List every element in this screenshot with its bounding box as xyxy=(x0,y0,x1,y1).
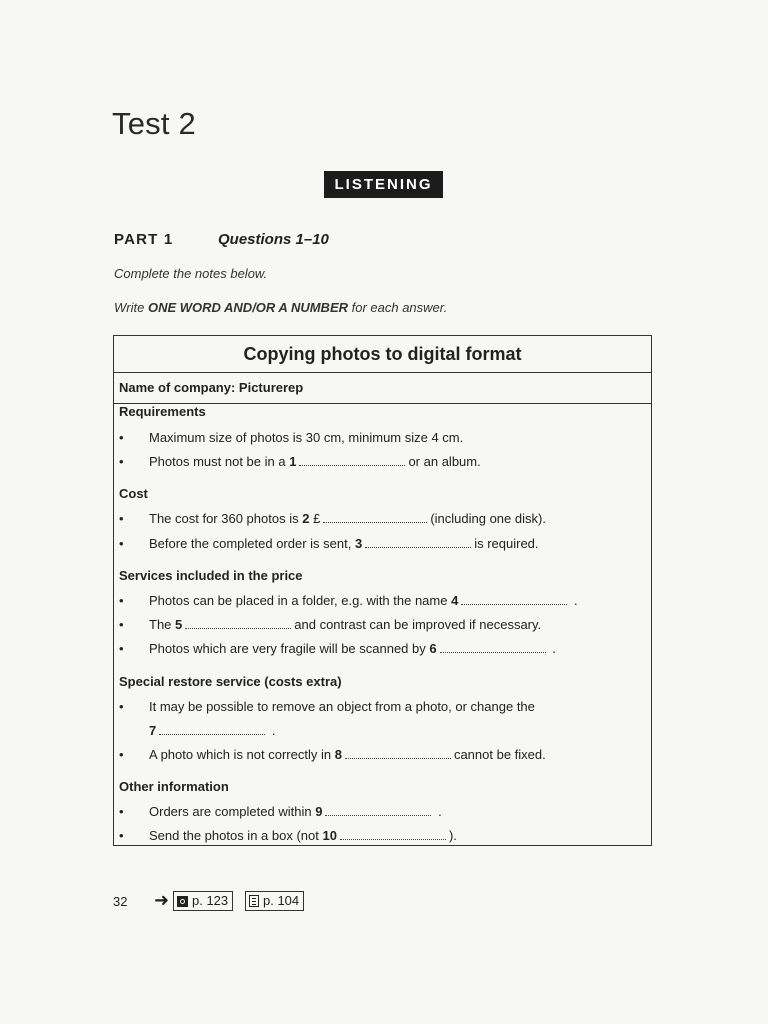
item-text-after: and contrast can be improved if necessary. xyxy=(294,617,542,632)
page-number: 32 xyxy=(113,894,128,909)
bullet-icon: • xyxy=(119,804,124,819)
answer-gap-5[interactable] xyxy=(185,618,291,629)
answer-gap-10[interactable] xyxy=(340,829,446,840)
item-text-before: Orders are completed within xyxy=(149,804,312,819)
transcript-reference[interactable] xyxy=(245,891,304,911)
answer-key-reference[interactable] xyxy=(173,891,233,911)
notes-title: Copying photos to digital format xyxy=(114,336,651,373)
instruction-word-limit-after: for each answer. xyxy=(348,300,448,315)
item-text-before: Photos which are very fragile will be scanned by xyxy=(149,641,426,656)
arrow-right-icon: ➜ xyxy=(154,890,170,910)
bullet-icon: • xyxy=(119,593,124,608)
section-heading-services: Services included in the price xyxy=(119,568,303,583)
transcript-icon xyxy=(249,895,259,907)
bullet-icon: • xyxy=(119,828,124,843)
item-text-after: is required. xyxy=(474,536,539,551)
company-name: Name of company: Picturerep xyxy=(114,373,651,404)
answer-gap-3[interactable] xyxy=(365,537,471,548)
answer-gap-4[interactable] xyxy=(461,594,567,605)
questions-range: Questions 1–10 xyxy=(218,231,329,248)
item-text-before: Before the completed order is sent, xyxy=(149,536,352,551)
item-text-after: (including one disk). xyxy=(430,511,546,526)
bullet-icon: • xyxy=(119,747,124,762)
bullet-icon: • xyxy=(119,617,124,632)
answer-gap-9[interactable] xyxy=(325,805,431,816)
answer-gap-7[interactable] xyxy=(159,724,265,735)
question-number: 4 xyxy=(451,593,459,608)
item-text-before: The xyxy=(149,617,172,632)
page-title: Test 2 xyxy=(112,106,196,141)
answer-gap-8[interactable] xyxy=(345,748,451,759)
item-text-before: A photo which is not correctly in xyxy=(149,747,332,762)
section-banner: LISTENING xyxy=(324,171,443,198)
section-heading-restore: Special restore service (costs extra) xyxy=(119,674,342,689)
question-number: 1 xyxy=(289,454,297,469)
bullet-icon: • xyxy=(119,454,124,469)
answer-key-icon xyxy=(177,896,188,907)
bullet-icon: • xyxy=(119,511,124,526)
question-number: 7 xyxy=(149,723,157,738)
instruction-word-limit xyxy=(114,300,447,315)
question-number: 2 xyxy=(302,511,310,526)
answer-key-page: p. 123 xyxy=(192,893,229,908)
answer-gap-2[interactable] xyxy=(323,512,427,523)
bullet-icon: • xyxy=(119,536,124,551)
bullet-icon: • xyxy=(119,699,124,714)
section-heading-requirements: Requirements xyxy=(119,404,206,419)
instruction-complete-notes: Complete the notes below. xyxy=(114,266,268,281)
question-number: 6 xyxy=(429,641,437,656)
item-text-after: . xyxy=(271,723,276,738)
item-text-before: Photos must not be in a xyxy=(149,454,286,469)
item-text: Maximum size of photos is 30 cm, minimum size 4 cm. xyxy=(149,430,464,445)
item-text-before: The cost for 360 photos is xyxy=(149,511,299,526)
item-text-after: . xyxy=(573,593,578,608)
item-text-after: . xyxy=(552,641,556,656)
currency-prefix: £ xyxy=(313,511,321,526)
item-text-before: Send the photos in a box (not xyxy=(149,828,319,843)
transcript-page: p. 104 xyxy=(263,893,300,908)
question-number: 5 xyxy=(175,617,183,632)
item-text-after: ). xyxy=(448,828,457,843)
question-number: 10 xyxy=(322,828,337,843)
item-text-after: cannot be fixed. xyxy=(453,747,546,762)
item-text-after: . xyxy=(438,804,442,819)
instruction-word-limit-emphasis: ONE WORD AND/OR A NUMBER xyxy=(147,300,348,315)
item-text-before: Photos can be placed in a folder, e.g. with the name xyxy=(149,593,448,608)
bullet-icon: • xyxy=(119,641,124,656)
notes-box xyxy=(113,335,652,846)
question-number: 8 xyxy=(334,747,342,762)
question-number: 9 xyxy=(315,804,323,819)
item-text-before: It may be possible to remove an object from a photo, or change the xyxy=(149,699,535,714)
question-number: 3 xyxy=(354,536,363,551)
bullet-icon: • xyxy=(119,430,124,445)
part-heading: PART 1 xyxy=(114,231,174,248)
instruction-word-limit-before: Write xyxy=(114,300,148,315)
answer-gap-6[interactable] xyxy=(440,642,546,653)
section-heading-other: Other information xyxy=(119,779,229,794)
section-heading-cost: Cost xyxy=(119,486,148,501)
answer-gap-1[interactable] xyxy=(299,455,405,466)
item-text-after: or an album. xyxy=(408,454,481,469)
